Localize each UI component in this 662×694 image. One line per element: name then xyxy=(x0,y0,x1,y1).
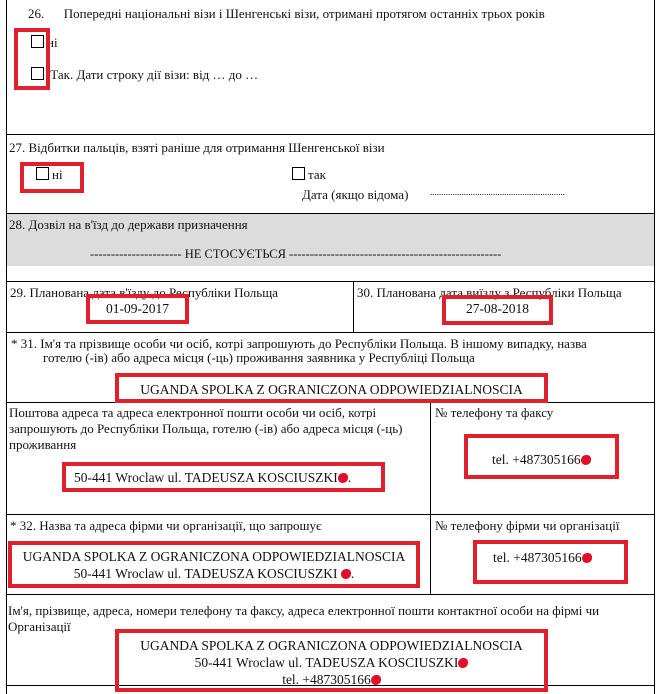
q29-label: 29. Планована дата в'їзду до Республіки Польща xyxy=(10,285,278,300)
q30-value[interactable]: 27-08-2018 xyxy=(466,301,529,316)
q30-value-box xyxy=(442,295,553,325)
q32-phone-label: № телефону фірми чи організації xyxy=(435,518,620,533)
highlight-box xyxy=(20,162,84,193)
row-divider xyxy=(6,594,654,595)
row-divider xyxy=(6,514,654,515)
q31-label-line1: * 31. Ім'я та прізвище особи чи осіб, котрі запрошують до Республіки Польща. В іншому випадку, назва xyxy=(11,336,587,351)
q31-value-box xyxy=(115,373,548,403)
q26-option-yes[interactable] xyxy=(31,67,258,83)
row-divider xyxy=(6,332,654,333)
redaction-mark xyxy=(338,473,348,483)
q32-label: * 32. Назва та адреса фірми чи організації, що запрошує xyxy=(10,518,322,533)
table-border-left xyxy=(6,0,7,694)
redaction-mark xyxy=(341,569,351,579)
q28-value: ---------------------- НЕ СТОСУЄТЬСЯ --------------------------------------------------- xyxy=(90,247,502,261)
q27-no-label: ні xyxy=(52,167,63,182)
contact-name[interactable]: UGANDA SPOLKA Z OGRANICZONA ODPOWIEDZIALNOSCIA xyxy=(140,638,523,653)
address-value-box: 50-441 Wroclaw ul. TADEUSZA KOSCIUSZKI . xyxy=(62,462,385,492)
q27-date-field[interactable]: ............................................................ xyxy=(430,187,565,197)
redaction-mark xyxy=(582,553,592,563)
row-divider xyxy=(6,281,654,282)
row-divider xyxy=(6,134,654,135)
redaction-mark xyxy=(371,675,381,685)
q32-phone-box xyxy=(473,540,628,584)
checkbox-icon[interactable] xyxy=(292,167,305,180)
highlight-box xyxy=(14,28,50,90)
row-divider xyxy=(6,213,654,214)
q32-phone-value[interactable]: tel. +487305166 xyxy=(493,550,582,565)
q27-option-yes[interactable] xyxy=(292,167,326,183)
q32-company-name[interactable]: UGANDA SPOLKA Z OGRANICZONA ODPOWIEDZIALNOSCIA xyxy=(22,549,406,564)
contact-address[interactable]: 50-441 Wroclaw ul. TADEUSZA KOSCIUSZKI xyxy=(194,655,459,670)
phone-label: № телефону та факсу xyxy=(435,405,554,420)
redaction-mark xyxy=(581,455,591,465)
q32-value-box: UGANDA SPOLKA Z OGRANICZONA ODPOWIEDZIALNOSCIA 50-441 Wroclaw ul. TADEUSZA KOSCIUSZKI . xyxy=(8,541,420,588)
q27-label: 27. Відбитки пальців, взяті раніше для отримання Шенгенської візи xyxy=(9,140,385,155)
redaction-mark xyxy=(458,658,468,668)
table-border-right xyxy=(654,0,655,694)
q30-label: 30. Планована дата виїзду з Республіки Польща xyxy=(357,285,622,300)
q31-label-line2: готелю (-ів) або адреса місця (-ць) проживання заявника у Республіці Польща xyxy=(43,350,475,365)
q28-label: 28. Дозвіл на в'їзд до держави призначення xyxy=(9,217,248,232)
phone-value-box xyxy=(464,434,619,479)
q27-yes-label: так xyxy=(308,167,326,182)
contact-label: Ім'я, прізвище, адреса, номери телефону та факсу, адреса електронної пошти контактної особи на фірмі чи Організації xyxy=(8,603,600,634)
contact-value-box xyxy=(115,629,548,692)
phone-value[interactable]: tel. +487305166 xyxy=(492,452,581,467)
q26-no-label: ні xyxy=(47,35,58,50)
col-divider xyxy=(430,402,431,595)
contact-phone[interactable]: tel. +487305166 xyxy=(282,672,371,687)
col-divider xyxy=(353,281,354,332)
q26-yes-label: Так. Дати строку дії візи: від … до … xyxy=(50,67,259,82)
address-value[interactable]: 50-441 Wroclaw ul. TADEUSZA KOSCIUSZKI xyxy=(74,470,338,485)
address-label: Поштова адреса та адреса електронної пошти особи чи осіб, котрі запрошують до Республіки Польща, готелю (-ів) або адреса місця (-ць) проживання xyxy=(9,405,403,452)
q31-value[interactable]: UGANDA SPOLKA Z OGRANICZONA ODPOWIEDZIALNOSCIA xyxy=(140,382,523,397)
q29-value-box xyxy=(86,294,189,324)
q32-company-address[interactable]: 50-441 Wroclaw ul. TADEUSZA KOSCIUSZKI xyxy=(73,566,338,581)
q29-value[interactable]: 01-09-2017 xyxy=(106,301,169,316)
q26-label: 26. Попередні національні візи і Шенгенські візи, отримані протягом останніх трьох років xyxy=(28,6,545,21)
q27-date-label: Дата (якщо відома) xyxy=(302,187,409,202)
